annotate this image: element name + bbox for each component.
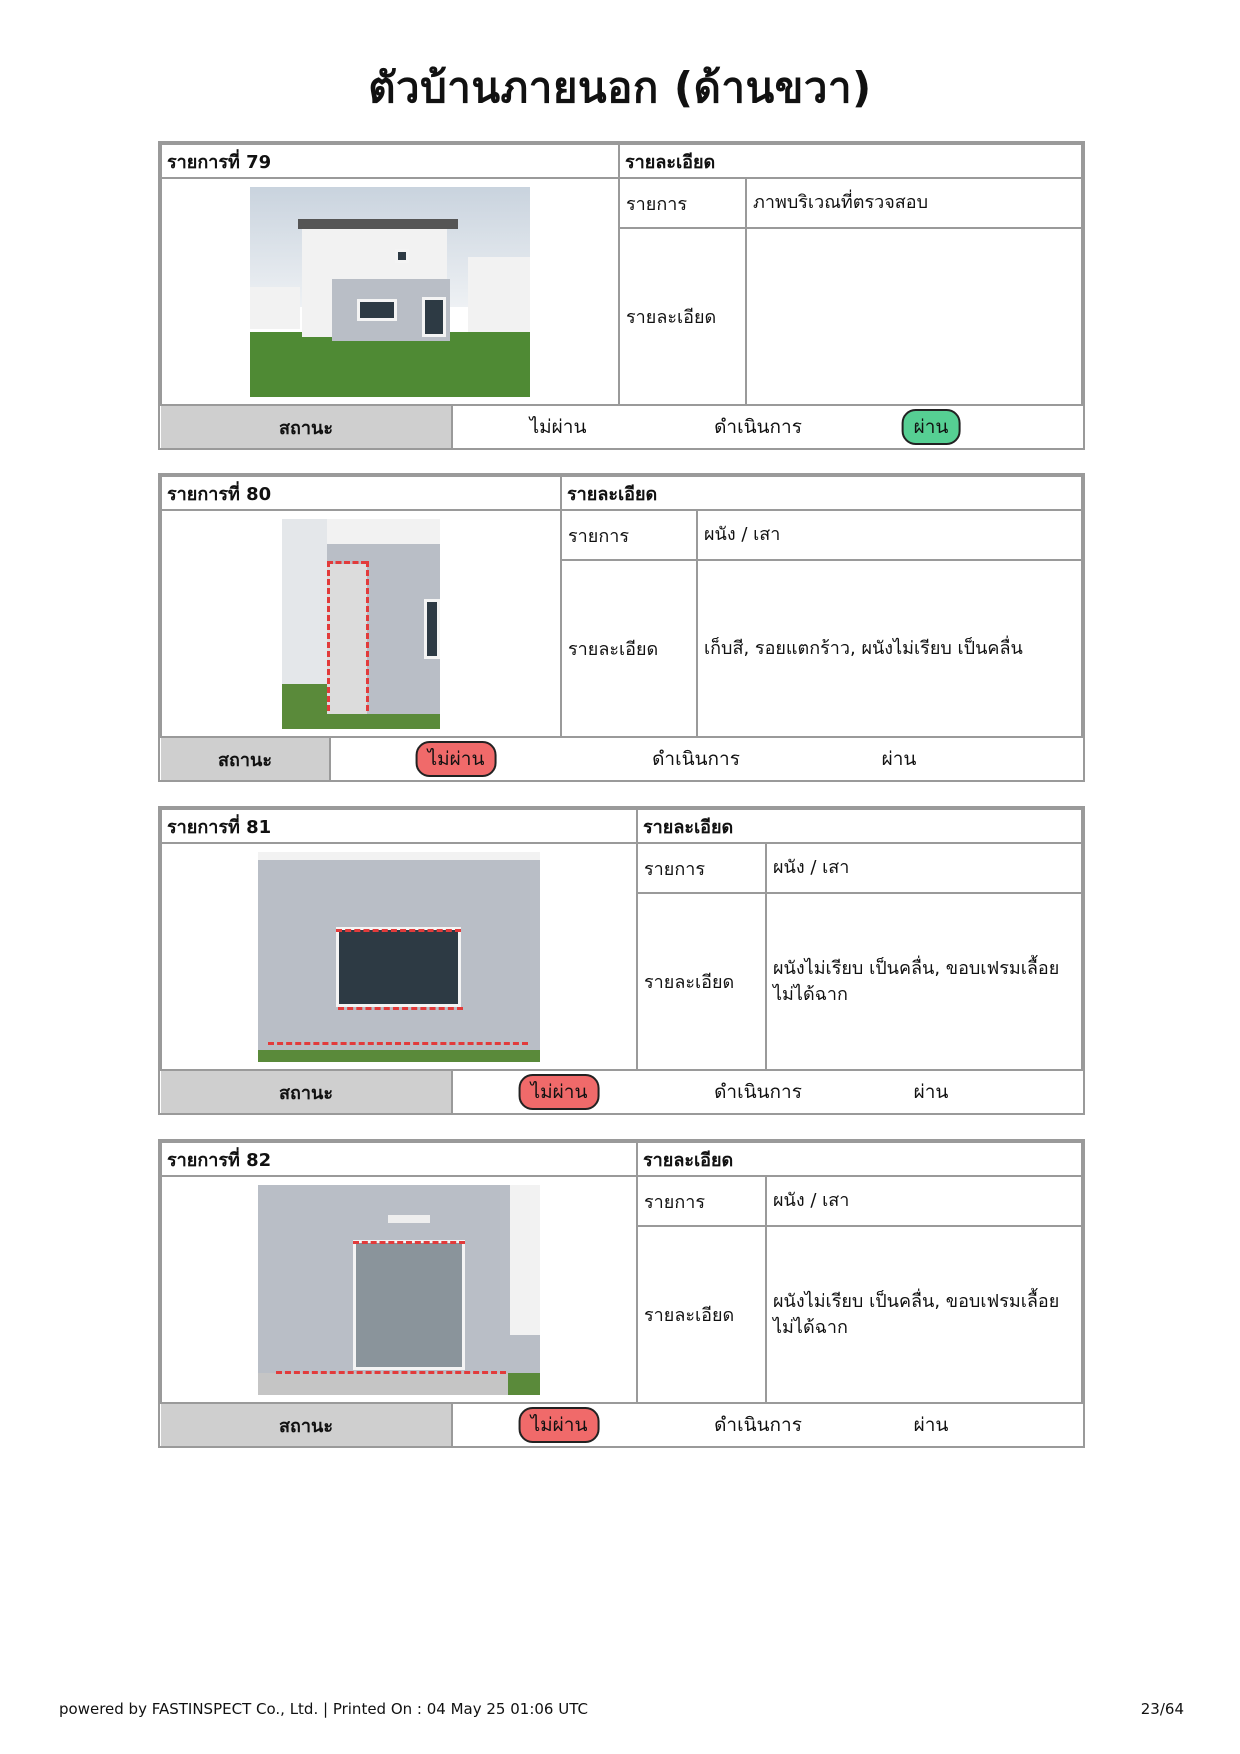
detail-value: [746, 228, 1082, 405]
detail-label: รายละเอียด: [561, 560, 697, 737]
detail-header: รายละเอียด: [637, 809, 1082, 843]
item-label: รายการ: [637, 1176, 766, 1226]
item-label: รายการ: [637, 843, 766, 893]
page-title: ตัวบ้านภายนอก (ด้านขวา): [368, 63, 872, 112]
detail-label: รายละเอียด: [637, 893, 766, 1070]
status-label: สถานะ: [161, 406, 453, 448]
inspection-item-79: [158, 141, 1085, 450]
status-option-in-progress[interactable]: ดำเนินการ: [714, 1081, 802, 1103]
status-label: สถานะ: [161, 1071, 453, 1113]
wall-window-photo: [258, 852, 540, 1062]
photo-cell: [161, 178, 619, 405]
detail-header: รายละเอียด: [561, 476, 1082, 510]
status-option-pass-selected[interactable]: ผ่าน: [902, 409, 961, 445]
status-option-pass[interactable]: ผ่าน: [913, 1081, 949, 1103]
item-number: รายการที่ 79: [161, 144, 619, 178]
item-number: รายการที่ 82: [161, 1142, 637, 1176]
photo-cell: [161, 1176, 637, 1403]
page-number: 23/64: [1140, 1700, 1184, 1718]
item-number: รายการที่ 80: [161, 476, 561, 510]
status-option-pass[interactable]: ผ่าน: [881, 748, 917, 770]
wall-door-photo: [258, 1185, 540, 1395]
detail-value: ผนังไม่เรียบ เป็นคลื่น, ขอบเฟรมเลื้อย ไม่ได้ฉาก: [766, 893, 1082, 1070]
photo-cell: [161, 510, 561, 737]
footer-printed-info: powered by FASTINSPECT Co., Ltd. | Printed On : 04 May 25 01:06 UTC: [59, 1700, 588, 1718]
detail-label: รายละเอียด: [637, 1226, 766, 1403]
status-label: สถานะ: [161, 738, 331, 780]
status-option-in-progress[interactable]: ดำเนินการ: [714, 416, 802, 438]
item-number: รายการที่ 81: [161, 809, 637, 843]
status-option-in-progress[interactable]: ดำเนินการ: [652, 748, 740, 770]
wall-corner-photo: [282, 519, 440, 729]
detail-header: รายละเอียด: [637, 1142, 1082, 1176]
item-value: ภาพบริเวณที่ตรวจสอบ: [746, 178, 1082, 228]
status-option-in-progress[interactable]: ดำเนินการ: [714, 1414, 802, 1436]
detail-value: ผนังไม่เรียบ เป็นคลื่น, ขอบเฟรมเลื้อย ไม่ได้ฉาก: [766, 1226, 1082, 1403]
status-option-fail-selected[interactable]: ไม่ผ่าน: [416, 741, 497, 777]
status-option-fail[interactable]: ไม่ผ่าน: [529, 416, 587, 438]
status-option-pass[interactable]: ผ่าน: [913, 1414, 949, 1436]
status-option-fail-selected[interactable]: ไม่ผ่าน: [519, 1074, 600, 1110]
house-exterior-photo: [250, 187, 530, 397]
inspection-item-81: [158, 806, 1085, 1115]
photo-cell: [161, 843, 637, 1070]
status-option-fail-selected[interactable]: ไม่ผ่าน: [519, 1407, 600, 1443]
status-label: สถานะ: [161, 1404, 453, 1446]
item-value: ผนัง / เสา: [697, 510, 1082, 560]
item-label: รายการ: [619, 178, 746, 228]
inspection-item-82: [158, 1139, 1085, 1448]
inspection-item-80: [158, 473, 1085, 782]
detail-value: เก็บสี, รอยแตกร้าว, ผนังไม่เรียบ เป็นคลื่น: [697, 560, 1082, 737]
detail-header: รายละเอียด: [619, 144, 1082, 178]
detail-label: รายละเอียด: [619, 228, 746, 405]
item-label: รายการ: [561, 510, 697, 560]
item-value: ผนัง / เสา: [766, 843, 1082, 893]
item-value: ผนัง / เสา: [766, 1176, 1082, 1226]
